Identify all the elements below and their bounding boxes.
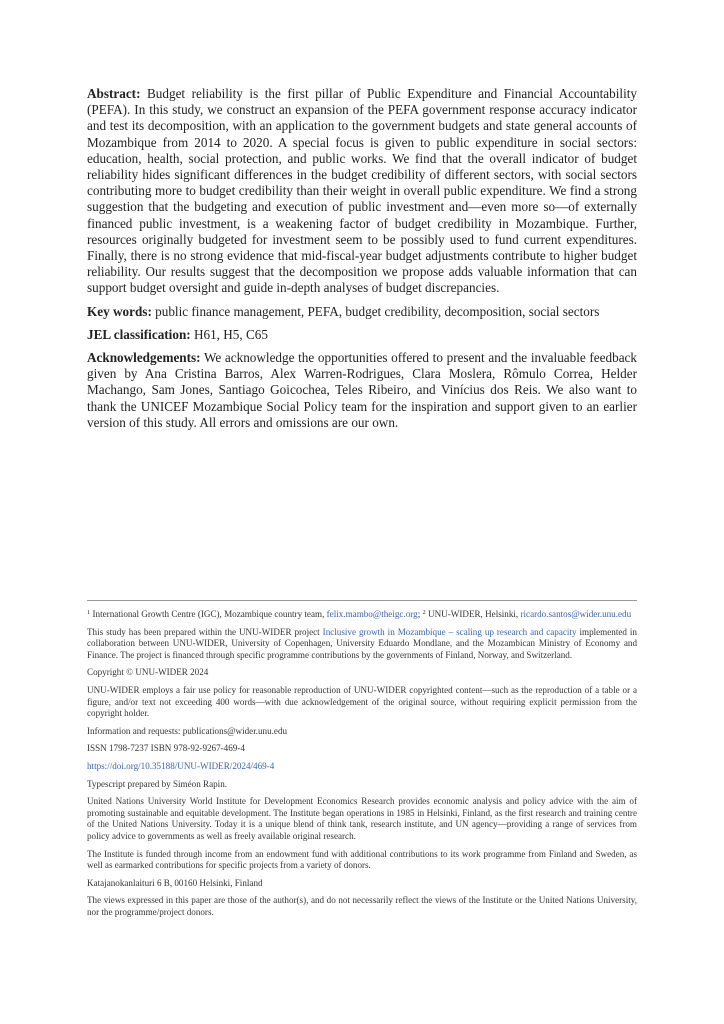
issn-isbn: ISSN 1798-7237 ISBN 978-92-9267-469-4 [87, 743, 245, 754]
project-note-post: implemented in collaboration between UNU-WIDER, University of Copenhagen, University Eduardo Mondlane, and the Mozambican Ministry of Economy and Finance. The project is financed through specific programme contributions by the governments of Finland, Norway, and Switzerland. [87, 626, 637, 660]
typescript-credit: Typescript prepared by Siméon Rapin. [87, 778, 228, 789]
affiliation-2-mark: 2 [422, 609, 426, 616]
doi-paragraph [87, 761, 637, 773]
footnote-divider [87, 600, 637, 601]
keywords-text: public finance management, PEFA, budget credibility, decomposition, social sectors [155, 303, 600, 319]
keywords-paragraph [87, 304, 637, 320]
front-matter [87, 86, 637, 438]
fair-use-policy: UNU-WIDER employs a fair use policy for reasonable reproduction of UNU-WIDER copyrighted content—such as the reproduction of a table or a figure, and/or text not exceeding 400 words—with due acknowledgement of the original source, without requiring explicit permission from the copyright holder. [87, 684, 637, 719]
unu-wider-about: United Nations University World Institute for Development Economics Research provides economic analysis and policy advice with the aim of promoting sustainable and equitable development. The Institute began operations in 1985 in Helsinki, Finland, as the first research and training centre of the United Nations University. Today it is a unique blend of think tank, research institute, and UN agency—providing a range of services from policy advice to governments as well as freely available original research. [87, 796, 637, 841]
project-note [87, 627, 637, 662]
acknowledgements-label: Acknowledgements: [87, 350, 201, 366]
affiliation-separator: ; [417, 609, 421, 619]
abstract-label: Abstract: [87, 86, 141, 101]
doi-link[interactable]: https://doi.org/10.35188/UNU-WIDER/2024/469-4 [87, 760, 275, 771]
abstract-text: Budget reliability is the first pillar of Public Expenditure and Financial Accountability (PEFA). In this study, we construct an expansion of the PEFA government response accuracy indicator and test its decomposition, with an application to the government budgets and state general accounts of Mozambique from 2014 to 2020. A special focus is given to public expenditure in social sectors: education, health, social protection, and public works. We find that the overall indicator of budget reliability hides significant differences in the budget credibility of different sectors, with social sectors contributing more to budget credibility than their weight in overall public expenditure. We find a strong suggestion that the budgeting and execution of public investment and—even more so—of externally financed public investment, is a weakening factor of budget credibility in Mozambique. Further, resources originally budgeted for investment seem to be possibly used to fund current expenditures. Finally, there is no strong evidence that mid-fiscal-year budget adjustments contribute to higher budget reliability. Our results suggest that the decomposition we propose adds valuable information that can support budget oversight and guide in-depth analyses of budget discrepancies. [87, 86, 637, 296]
jel-text: H61, H5, C65 [193, 326, 268, 342]
info-requests: Information and requests: publications@wider.unu.edu [87, 725, 288, 736]
affiliation-1-email-link[interactable]: felix.mambo@theigc.org [326, 609, 418, 619]
acknowledgements-paragraph [87, 350, 637, 431]
copyright-line: Copyright © UNU-WIDER 2024 [87, 667, 209, 678]
address: Katajanokanlaituri 6 B, 00160 Helsinki, Finland [87, 877, 263, 888]
keywords-label: Key words: [87, 303, 152, 319]
affiliation-1-mark: 1 [87, 609, 91, 616]
abstract-paragraph [87, 86, 637, 297]
affiliation-2-text: UNU-WIDER, Helsinki, [428, 609, 519, 619]
acknowledgements-text: We acknowledge the opportunities offered to present and the invaluable feedback given by Ana Cristina Barros, Alex Warren-Rodrigues, Clara Moslera, Rômulo Correa, Helder Machango, Sam Jones, Santiago Goicochea, Teles Ribeiro, and Vinícius dos Reis. We also want to thank the UNICEF Mozambique Social Policy team for the inspiration and support given to an earlier version of this study. All errors and omissions are our own. [87, 350, 637, 430]
affiliation-1-text: International Growth Centre (IGC), Mozambique country team, [92, 609, 325, 619]
project-link[interactable]: Inclusive growth in Mozambique – scaling up research and capacity [322, 626, 577, 637]
disclaimer: The views expressed in this paper are those of the author(s), and do not necessarily reflect the views of the Institute or the United Nations University, nor the programme/project donors. [87, 895, 637, 917]
affiliations [87, 607, 637, 621]
project-note-pre: This study has been prepared within the UNU-WIDER project [87, 626, 320, 637]
jel-label: JEL classification: [87, 326, 191, 342]
jel-paragraph [87, 327, 637, 343]
funding-statement: The Institute is funded through income from an endowment fund with additional contributions to its work programme from Finland and Sweden, as well as earmarked contributions for specific projects from a variety of donors. [87, 848, 637, 871]
affiliation-2-email-link[interactable]: ricardo.santos@wider.unu.edu [520, 609, 632, 619]
footnotes [87, 607, 637, 924]
